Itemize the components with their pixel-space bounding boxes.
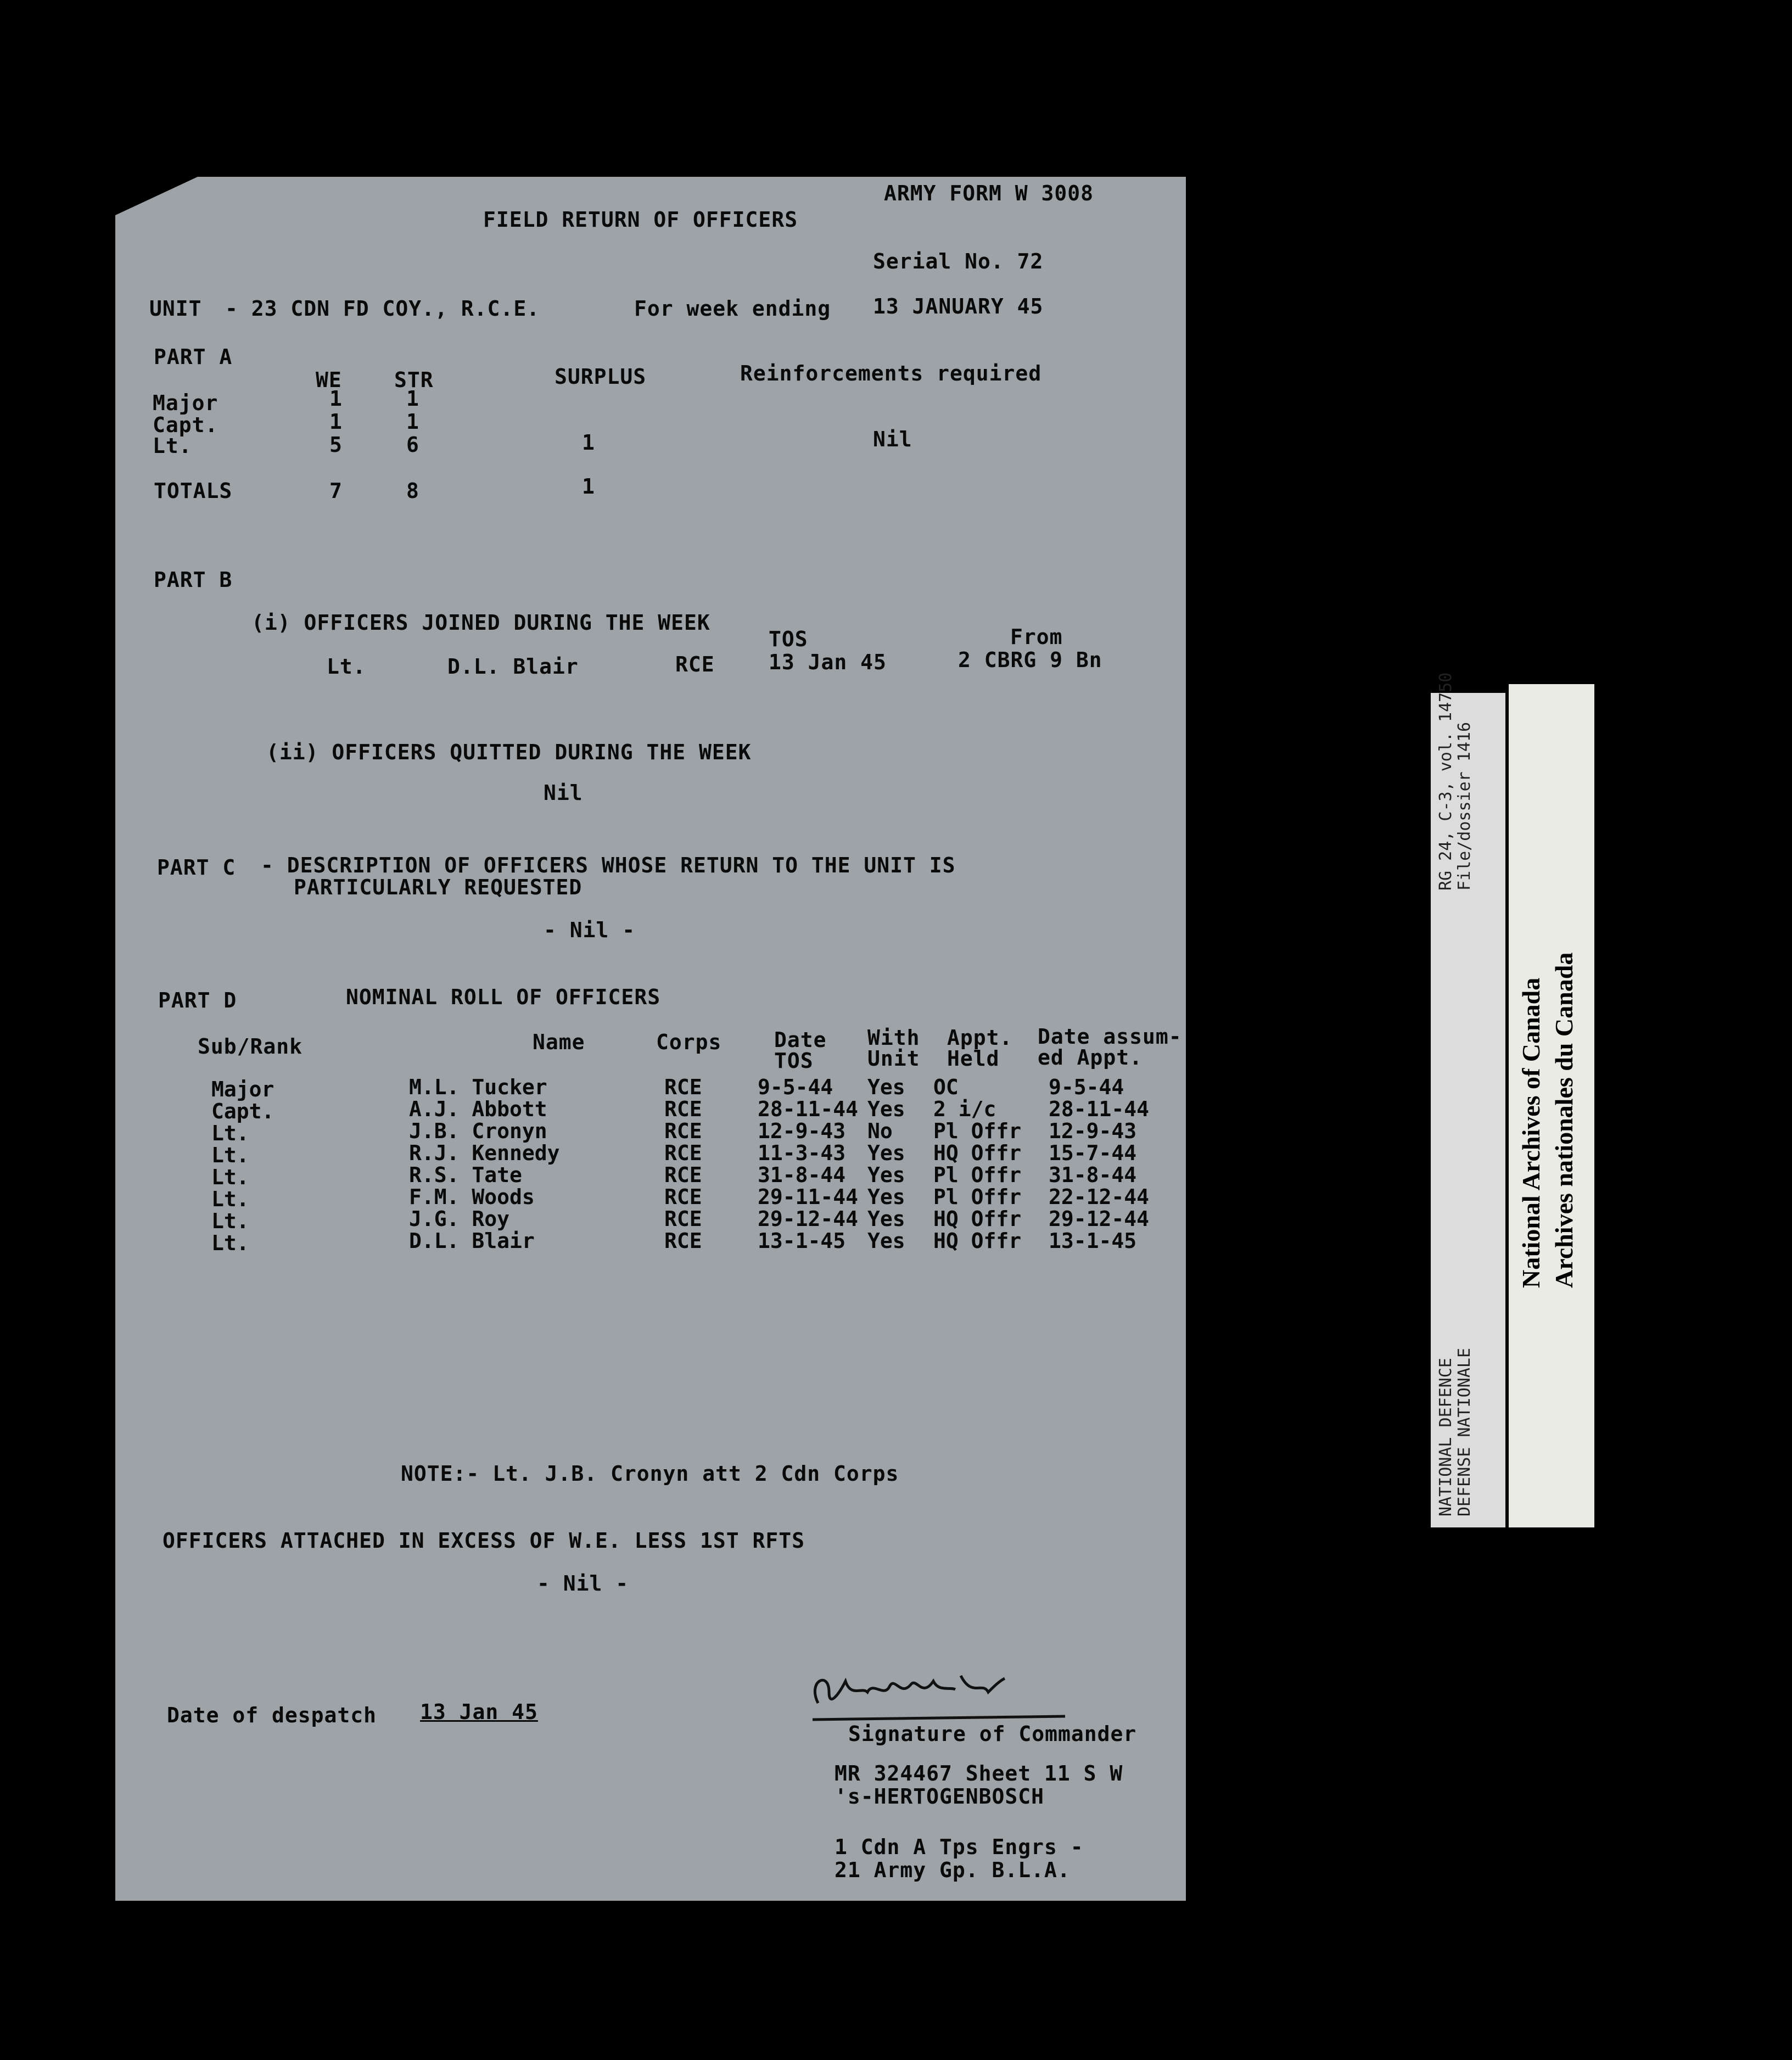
- roll-name: R.S. Tate: [409, 1163, 522, 1187]
- roll-date-tos: 28-11-44: [758, 1097, 859, 1121]
- totals-we: 7: [329, 479, 343, 503]
- part-a-header-str: STR: [394, 368, 434, 392]
- header-unit: Unit: [867, 1046, 920, 1071]
- part-a-reinforcements: Nil: [873, 427, 912, 451]
- address-line-2: 21 Army Gp. B.L.A.: [835, 1858, 1071, 1882]
- roll-date-assumed: 9-5-44: [1049, 1075, 1124, 1099]
- roll-rank: Capt.: [211, 1099, 275, 1123]
- roll-name: J.G. Roy: [409, 1207, 510, 1231]
- part-a-we: 5: [329, 433, 343, 457]
- form-title: FIELD RETURN OF OFFICERS: [483, 208, 798, 232]
- roll-corps: RCE: [664, 1141, 702, 1165]
- attached-value: - Nil -: [537, 1571, 629, 1596]
- part-d-heading: NOMINAL ROLL OF OFFICERS: [346, 985, 661, 1009]
- roll-with-unit: Yes: [867, 1207, 905, 1231]
- part-a-str: 6: [406, 433, 419, 457]
- roll-name: J.B. Cronyn: [409, 1119, 547, 1143]
- joined-tos-label: TOS: [769, 627, 808, 651]
- header-date-assumed: Date assum-: [1038, 1025, 1182, 1049]
- archive-ref-2: File/dossier 1416: [1455, 721, 1474, 891]
- part-a-surplus: 1: [582, 430, 595, 455]
- header-corps: Corps: [656, 1030, 722, 1054]
- roll-appt-held: HQ Offr: [933, 1141, 1022, 1165]
- joined-corps: RCE: [675, 652, 715, 676]
- archive-reference-strip: [1431, 672, 1505, 1527]
- roll-name: M.L. Tucker: [409, 1075, 547, 1099]
- joined-from: 2 CBRG 9 Bn: [958, 648, 1102, 672]
- joined-rank: Lt.: [327, 654, 366, 679]
- part-a-we: 1: [329, 387, 343, 411]
- quitted-value: Nil: [544, 781, 583, 805]
- roll-name: F.M. Woods: [409, 1185, 535, 1209]
- roll-appt-held: OC: [933, 1075, 959, 1099]
- department-fr: DEFENSE NATIONALE: [1455, 1347, 1474, 1516]
- roll-rank: Lt.: [211, 1121, 249, 1145]
- joined-heading: (i) OFFICERS JOINED DURING THE WEEK: [251, 611, 710, 635]
- roll-date-tos: 29-12-44: [758, 1207, 859, 1231]
- roll-date-tos: 11-3-43: [758, 1141, 846, 1165]
- roll-corps: RCE: [664, 1119, 702, 1143]
- roll-corps: RCE: [664, 1163, 702, 1187]
- roll-name: A.J. Abbott: [409, 1097, 547, 1121]
- roll-date-assumed: 15-7-44: [1049, 1141, 1137, 1165]
- serial-number: Serial No. 72: [873, 249, 1044, 273]
- header-date: Date: [774, 1028, 827, 1052]
- unit-value: - 23 CDN FD COY., R.C.E.: [225, 296, 540, 321]
- header-appt: Appt.: [947, 1026, 1013, 1050]
- totals-surplus: 1: [582, 474, 595, 499]
- part-a-we: 1: [329, 410, 343, 434]
- part-c-text-line1: - DESCRIPTION OF OFFICERS WHOSE RETURN TO THE UNIT IS: [261, 853, 956, 877]
- header-with: With: [867, 1026, 920, 1050]
- roll-with-unit: Yes: [867, 1141, 905, 1165]
- roll-date-tos: 13-1-45: [758, 1229, 846, 1253]
- part-c-text-line2: PARTICULARLY REQUESTED: [294, 875, 583, 899]
- roll-date-tos: 9-5-44: [758, 1075, 833, 1099]
- despatch-label: Date of despatch: [167, 1703, 377, 1727]
- archive-name-fr: Archives nationales du Canada: [1550, 952, 1578, 1288]
- unit-label: UNIT: [149, 296, 202, 321]
- roll-corps: RCE: [664, 1207, 702, 1231]
- part-a-label: PART A: [154, 345, 233, 369]
- roll-corps: RCE: [664, 1075, 702, 1099]
- roll-appt-held: HQ Offr: [933, 1207, 1022, 1231]
- place-name: 's-HERTOGENBOSCH: [835, 1784, 1045, 1809]
- roll-date-assumed: 13-1-45: [1049, 1229, 1137, 1253]
- roll-date-tos: 29-11-44: [758, 1185, 859, 1209]
- totals-label: TOTALS: [154, 479, 233, 503]
- roll-with-unit: Yes: [867, 1185, 905, 1209]
- roll-with-unit: Yes: [867, 1163, 905, 1187]
- roll-date-assumed: 22-12-44: [1049, 1185, 1150, 1209]
- roll-date-tos: 12-9-43: [758, 1119, 846, 1143]
- roll-rank: Lt.: [211, 1231, 249, 1255]
- archive-name-en: National Archives of Canada: [1517, 977, 1545, 1288]
- part-a-str: 1: [406, 410, 419, 434]
- roll-appt-held: Pl Offr: [933, 1119, 1022, 1143]
- part-c-label: PART C: [157, 855, 236, 880]
- roll-appt-held: Pl Offr: [933, 1185, 1022, 1209]
- joined-tos: 13 Jan 45: [769, 650, 887, 674]
- attached-heading: OFFICERS ATTACHED IN EXCESS OF W.E. LESS 1ST RFTS: [163, 1529, 805, 1553]
- part-a-str: 1: [406, 387, 419, 411]
- joined-name: D.L. Blair: [447, 654, 579, 679]
- torn-corner: [115, 177, 198, 215]
- roll-date-assumed: 12-9-43: [1049, 1119, 1137, 1143]
- quitted-heading: (ii) OFFICERS QUITTED DURING THE WEEK: [266, 740, 752, 764]
- totals-str: 8: [406, 479, 419, 503]
- roll-with-unit: No: [867, 1119, 893, 1143]
- header-assumed-appt: ed Appt.: [1038, 1045, 1143, 1070]
- part-c-value: - Nil -: [544, 918, 636, 942]
- roll-rank: Major: [211, 1077, 275, 1101]
- roll-rank: Lt.: [211, 1187, 249, 1211]
- map-reference: MR 324467 Sheet 11 S W: [835, 1761, 1123, 1785]
- roll-with-unit: Yes: [867, 1229, 905, 1253]
- despatch-value: 13 Jan 45: [420, 1700, 538, 1724]
- archive-name-strip: [1509, 684, 1594, 1527]
- document-page: [115, 177, 1186, 1901]
- roll-corps: RCE: [664, 1097, 702, 1121]
- department-en: NATIONAL DEFENCE: [1436, 1358, 1455, 1516]
- part-a-header-reinforcements: Reinforcements required: [740, 361, 1042, 385]
- address-line-1: 1 Cdn A Tps Engrs -: [835, 1835, 1084, 1859]
- header-name: Name: [533, 1030, 585, 1054]
- roll-name: R.J. Kennedy: [409, 1141, 560, 1165]
- roll-date-tos: 31-8-44: [758, 1163, 846, 1187]
- part-a-header-we: WE: [316, 368, 342, 392]
- week-ending-value: 13 JANUARY 45: [873, 294, 1044, 318]
- roll-rank: Lt.: [211, 1209, 249, 1233]
- roll-corps: RCE: [664, 1185, 702, 1209]
- roll-appt-held: Pl Offr: [933, 1163, 1022, 1187]
- part-a-rank: Major: [153, 391, 219, 415]
- part-a-rank: Lt.: [153, 434, 192, 458]
- roll-date-assumed: 28-11-44: [1049, 1097, 1150, 1121]
- archive-ref-1: RG 24, C-3, vol. 14750: [1436, 672, 1455, 891]
- roll-name: D.L. Blair: [409, 1229, 535, 1253]
- roll-appt-held: HQ Offr: [933, 1229, 1022, 1253]
- joined-from-label: From: [1010, 625, 1063, 649]
- commander-signature: [807, 1659, 1071, 1725]
- roll-date-assumed: 29-12-44: [1049, 1207, 1150, 1231]
- roll-date-assumed: 31-8-44: [1049, 1163, 1137, 1187]
- week-ending-label: For week ending: [634, 296, 831, 321]
- part-a-header-surplus: SURPLUS: [555, 365, 647, 389]
- part-b-label: PART B: [154, 568, 233, 592]
- part-d-label: PART D: [158, 988, 237, 1012]
- part-a-rank: Capt.: [153, 413, 219, 437]
- header-tos: TOS: [774, 1049, 814, 1073]
- header-sub-rank: Sub/Rank: [198, 1034, 303, 1059]
- roll-rank: Lt.: [211, 1165, 249, 1189]
- army-form-number: ARMY FORM W 3008: [884, 181, 1094, 205]
- roll-with-unit: Yes: [867, 1097, 905, 1121]
- header-held: Held: [947, 1046, 1000, 1071]
- roll-with-unit: Yes: [867, 1075, 905, 1099]
- roll-rank: Lt.: [211, 1143, 249, 1167]
- roll-appt-held: 2 i/c: [933, 1097, 996, 1121]
- signature-label: Signature of Commander: [848, 1722, 1137, 1746]
- roll-corps: RCE: [664, 1229, 702, 1253]
- part-d-note: NOTE:- Lt. J.B. Cronyn att 2 Cdn Corps: [401, 1462, 899, 1486]
